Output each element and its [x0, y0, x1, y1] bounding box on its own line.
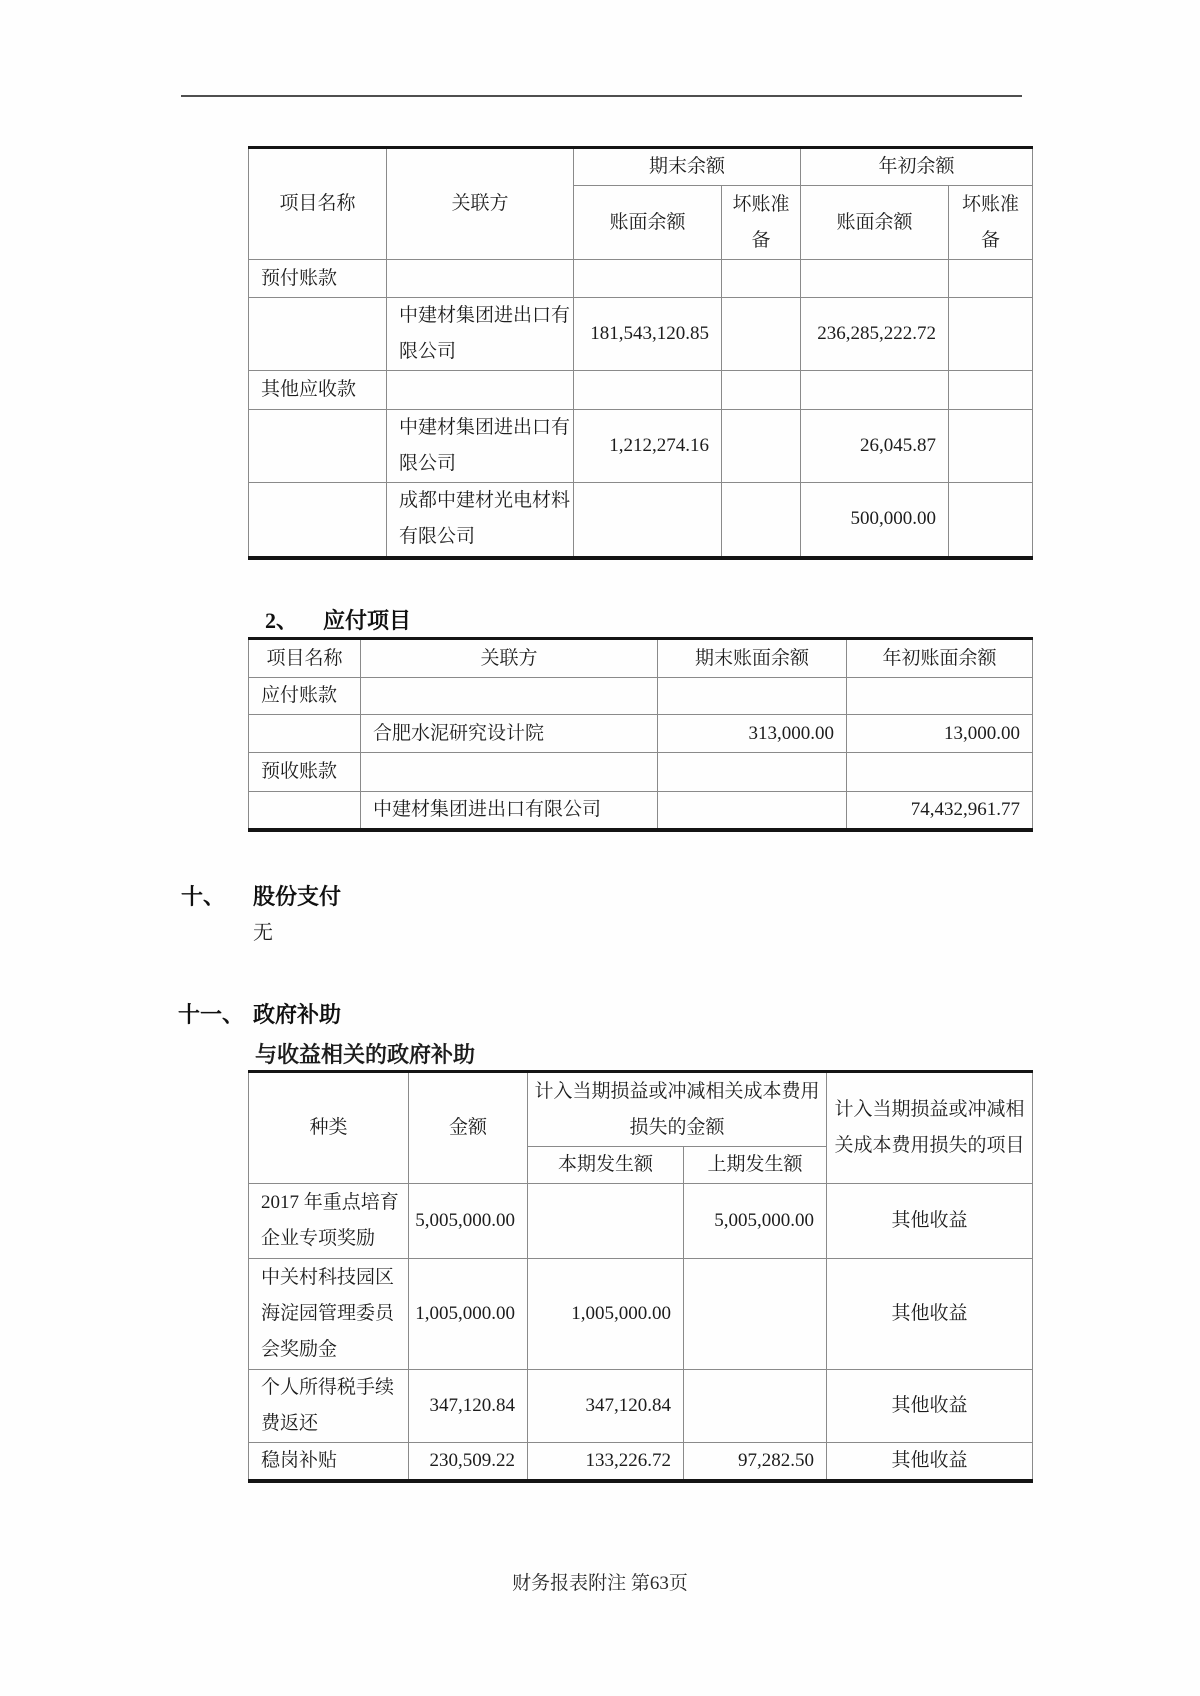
- table-row: [249, 1370, 1033, 1443]
- col-header-item: 项目名称: [249, 639, 361, 678]
- col-header-amount: 金额: [409, 1072, 528, 1184]
- table-row: [249, 678, 1033, 715]
- cell-party: 中建材集团进出口有限公司: [387, 298, 574, 371]
- subsection-title-income-related-subsidy: 与收益相关的政府补助: [255, 1042, 476, 1067]
- table-row: [249, 753, 1033, 792]
- cell-project: 其他收益: [827, 1370, 1033, 1443]
- cell-ending-book-balance: 1,212,274.16: [574, 410, 722, 483]
- table-row: [249, 1184, 1033, 1259]
- col-header-prior-period: 上期发生额: [684, 1147, 827, 1184]
- table-row: [249, 298, 1033, 371]
- cell-beginning-book-balance: 74,432,961.77: [847, 792, 1033, 831]
- table-header-row: [249, 1072, 1033, 1147]
- cell-prior-amount: 97,282.50: [684, 1443, 827, 1482]
- col-header-ending-balance: 期末余额: [574, 148, 801, 186]
- cell-amount: 230,509.22: [409, 1443, 528, 1482]
- cell-amount: 5,005,000.00: [409, 1184, 528, 1259]
- cell-beginning-book-balance: 13,000.00: [847, 715, 1033, 753]
- page-footer: 财务报表附注 第63页: [512, 1573, 688, 1594]
- cell-current-amount: 133,226.72: [528, 1443, 684, 1482]
- cell-item: 其他应收款: [249, 371, 387, 410]
- cell-project: 其他收益: [827, 1443, 1033, 1482]
- section-title: 股份支付: [253, 884, 342, 909]
- cell-item: 预收账款: [249, 753, 361, 792]
- cell-prior-amount: 5,005,000.00: [684, 1184, 827, 1259]
- cell-party: 成都中建材光电材料有限公司: [387, 483, 574, 558]
- col-header-current-period: 本期发生额: [528, 1147, 684, 1184]
- col-header-amount-group: 计入当期损益或冲减相关成本费用损失的金额: [528, 1072, 827, 1147]
- col-header-book-balance: 账面余额: [574, 186, 722, 260]
- cell-amount: 1,005,000.00: [409, 1259, 528, 1370]
- cell-project: 其他收益: [827, 1259, 1033, 1370]
- table-row: [249, 483, 1033, 558]
- cell-amount: 347,120.84: [409, 1370, 528, 1443]
- col-header-ending-book-balance: 期末账面余额: [658, 639, 847, 678]
- cell-current-amount: 347,120.84: [528, 1370, 684, 1443]
- section-number: 十、: [181, 884, 226, 909]
- section-body-none: 无: [253, 922, 273, 944]
- cell-type: 2017 年重点培育企业专项奖励: [249, 1184, 409, 1259]
- cell-item: 应付账款: [249, 678, 361, 715]
- section-number: 2、: [265, 608, 299, 633]
- cell-ending-book-balance: 181,543,120.85: [574, 298, 722, 371]
- col-header-type: 种类: [249, 1072, 409, 1184]
- col-header-bad-debt: 坏账准备: [949, 186, 1033, 260]
- table-row: [249, 715, 1033, 753]
- col-header-book-balance: 账面余额: [801, 186, 949, 260]
- cell-type: 稳岗补贴: [249, 1443, 409, 1482]
- cell-party: 中建材集团进出口有限公司: [387, 410, 574, 483]
- col-header-project: 计入当期损益或冲减相关成本费用损失的项目: [827, 1072, 1033, 1184]
- section-heading-payables: [265, 604, 411, 635]
- section-heading-share-payment: [181, 880, 341, 911]
- cell-ending-book-balance: 313,000.00: [658, 715, 847, 753]
- cell-party: 中建材集团进出口有限公司: [361, 792, 658, 831]
- table-header-row: [249, 639, 1033, 678]
- section-title: 应付项目: [323, 608, 412, 633]
- table-row: [249, 410, 1033, 483]
- cell-item: 预付账款: [249, 260, 387, 298]
- table-row: [249, 1259, 1033, 1370]
- section-number: 十一、: [178, 1002, 245, 1027]
- cell-beginning-book-balance: 500,000.00: [801, 483, 949, 558]
- cell-project: 其他收益: [827, 1184, 1033, 1259]
- col-header-related-party: 关联方: [361, 639, 658, 678]
- cell-current-amount: 1,005,000.00: [528, 1259, 684, 1370]
- government-subsidy-table: [248, 1070, 1033, 1483]
- section-heading-government-subsidy: [178, 998, 341, 1029]
- cell-party: 合肥水泥研究设计院: [361, 715, 658, 753]
- section-title: 政府补助: [253, 1002, 342, 1027]
- table-row: [249, 260, 1033, 298]
- table-row: [249, 371, 1033, 410]
- col-header-beginning-balance: 年初余额: [801, 148, 1033, 186]
- col-header-bad-debt: 坏账准备: [722, 186, 801, 260]
- table-row: [249, 792, 1033, 831]
- cell-beginning-book-balance: 236,285,222.72: [801, 298, 949, 371]
- related-party-receivables-table: [248, 146, 1033, 560]
- col-header-beginning-book-balance: 年初账面余额: [847, 639, 1033, 678]
- table-header-row: [249, 148, 1033, 186]
- header-rule: [181, 95, 1022, 97]
- cell-type: 个人所得税手续费返还: [249, 1370, 409, 1443]
- col-header-item: 项目名称: [249, 148, 387, 260]
- cell-type: 中关村科技园区海淀园管理委员会奖励金: [249, 1259, 409, 1370]
- related-party-payables-table: [248, 637, 1033, 832]
- cell-beginning-book-balance: 26,045.87: [801, 410, 949, 483]
- table-row: [249, 1443, 1033, 1482]
- col-header-related-party: 关联方: [387, 148, 574, 260]
